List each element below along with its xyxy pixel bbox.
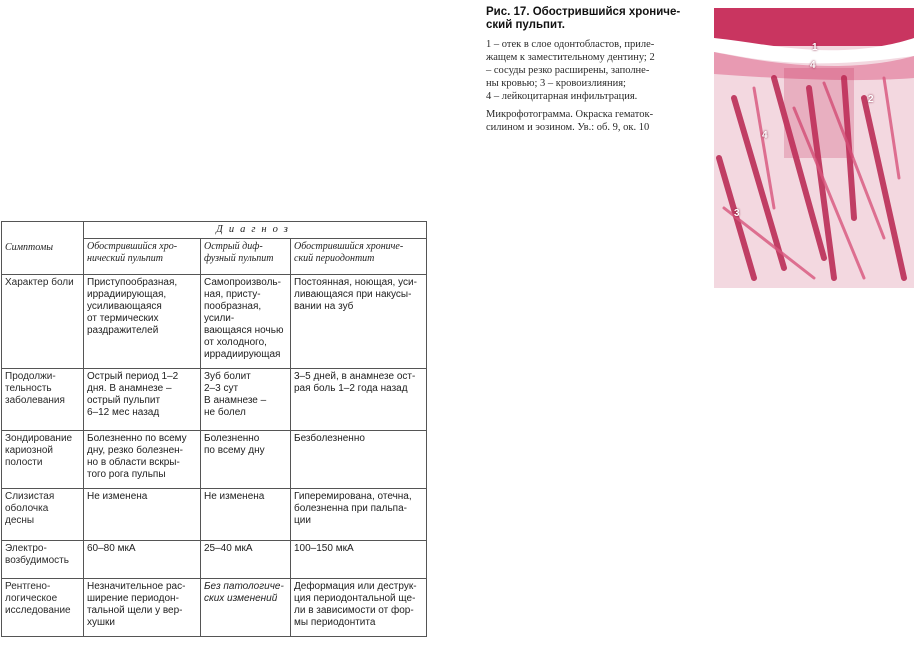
figure-legend <box>486 38 700 103</box>
table-cell: Деформация или деструк- ция периодонтальной ще- ли в зависимости от фор- мы периодонтита <box>291 579 427 637</box>
table-row <box>2 579 427 637</box>
table-cell: 3–5 дней, в анамнезе ост- рая боль 1–2 года назад <box>291 369 427 431</box>
figure-note <box>486 108 700 134</box>
column-header: Обострившийся хро- нический пульпит <box>84 239 201 275</box>
legend-line: 1 – отек в слое одонтобластов, приле- <box>486 39 655 50</box>
note-line: Микрофотограмма. Окраска гематок- <box>486 109 654 120</box>
table-row <box>2 541 427 579</box>
table-cell: Не изменена <box>201 489 291 541</box>
table-cell: Самопроизволь- ная, присту- пообразная, усили- вающаяся ночью от холодного, иррадиирующая <box>201 275 291 369</box>
symptom-cell: Зондирование кариозной полости <box>2 431 84 489</box>
symptom-cell: Рентгено- логическое исследование <box>2 579 84 637</box>
image-label: 4 <box>762 130 768 141</box>
symptoms-header: Симптомы <box>2 222 84 275</box>
note-line: силином и эозином. Ув.: об. 9, ок. 10 <box>486 122 650 133</box>
diagnosis-header: Диагноз <box>84 222 427 239</box>
column-header: Острый диф- фузный пульпит <box>201 239 291 275</box>
table-cell: Не изменена <box>84 489 201 541</box>
symptom-cell: Слизистая оболочка десны <box>2 489 84 541</box>
diagnosis-table <box>1 221 427 637</box>
image-label: 4 <box>810 60 816 71</box>
table-row <box>2 489 427 541</box>
column-header: Обострившийся хрониче- ский периодонтит <box>291 239 427 275</box>
table-row <box>2 275 427 369</box>
table-cell: 100–150 мкА <box>291 541 427 579</box>
legend-line: ны кровью; 3 – кровоизлияния; <box>486 78 626 89</box>
table-cell: Острый период 1–2 дня. В анамнезе – острый пульпит 6–12 мес назад <box>84 369 201 431</box>
symptom-cell: Характер боли <box>2 275 84 369</box>
table-cell: 60–80 мкА <box>84 541 201 579</box>
table-cell: Постоянная, ноющая, уси- ливающаяся при накусы- вании на зуб <box>291 275 427 369</box>
table-cell: Болезненно по всему дну <box>201 431 291 489</box>
table-row <box>2 369 427 431</box>
table-cell: 25–40 мкА <box>201 541 291 579</box>
image-label: 2 <box>868 94 874 105</box>
symptom-cell: Продолжи- тельность заболевания <box>2 369 84 431</box>
table-cell: Зуб болит 2–3 сут В анамнезе – не болел <box>201 369 291 431</box>
table-cell: Болезненно по всему дну, резко болезнен- но в области вскры- того рога пульпы <box>84 431 201 489</box>
legend-line: – сосуды резко расширены, заполне- <box>486 65 650 76</box>
table-header-row <box>2 222 427 239</box>
legend-line: жащем к заместительному дентину; 2 <box>486 52 655 63</box>
symptom-cell: Электро- возбудимость <box>2 541 84 579</box>
legend-line: 4 – лейкоцитарная инфильтрация. <box>486 91 638 102</box>
figure-title: Рис. 17. Обострившийся хрониче- ский пульпит. <box>486 6 681 31</box>
table-cell: Гиперемирована, отечна, болезненна при пальпа- ции <box>291 489 427 541</box>
micrograph-image <box>714 8 914 288</box>
table-cell: Безболезненно <box>291 431 427 489</box>
table-cell: Незначительное рас- ширение периодон- тальной щели у вер- хушки <box>84 579 201 637</box>
table-cell: Без патологиче- ских изменений <box>201 579 291 637</box>
table-cell: Приступообразная, иррадиирующая, усиливающаяся от термических раздражителей <box>84 275 201 369</box>
table-row <box>2 431 427 489</box>
image-label: 3 <box>734 208 740 219</box>
figure-caption <box>486 6 700 134</box>
image-label: 1 <box>812 42 818 53</box>
